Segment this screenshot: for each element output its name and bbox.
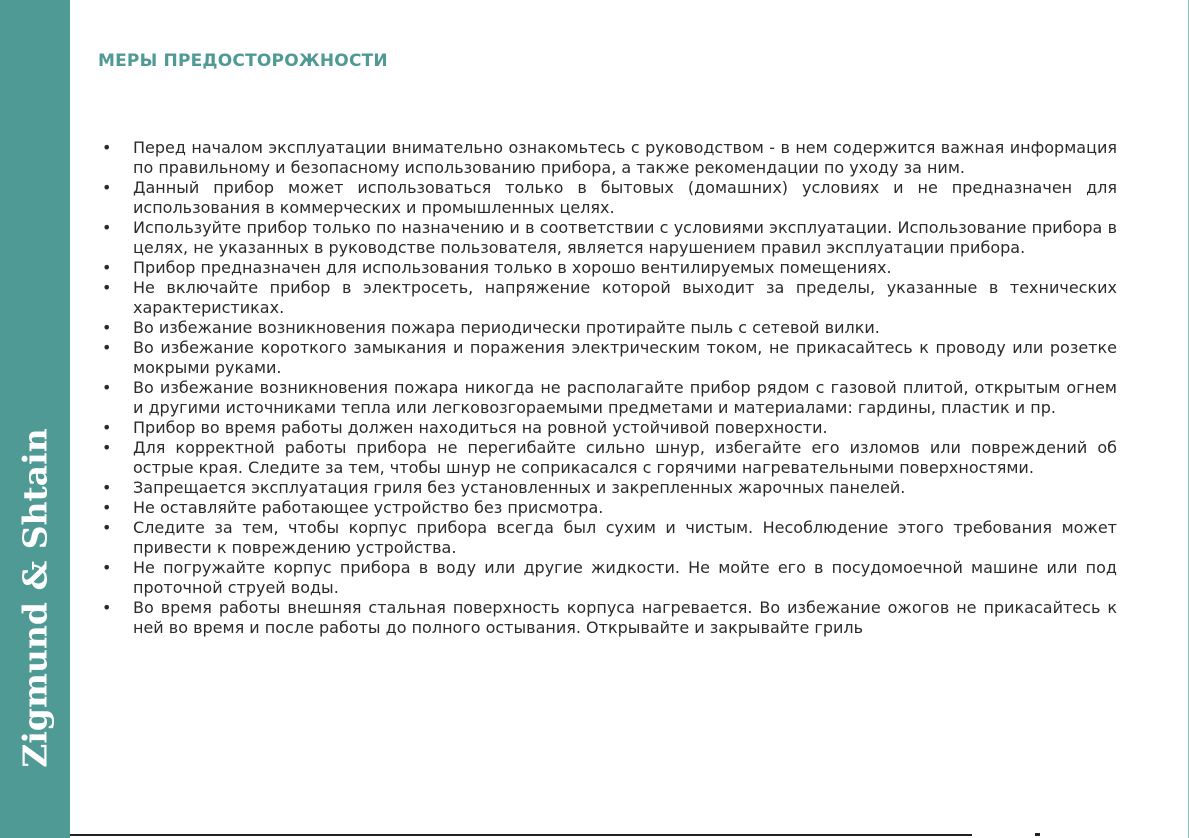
footer-mark — [1035, 833, 1040, 836]
list-item — [98, 498, 1117, 518]
list-item — [98, 598, 1117, 638]
list-item-text: Перед началом эксплуатации внимательно ознакомьтесь с руководством - в нем содержится важная информация по правильному и безопасному использованию прибора, а также рекомендации по уходу за ним. — [133, 138, 1117, 177]
list-item — [98, 138, 1117, 178]
list-item-text: Используйте прибор только по назначению и в соответствии с условиями эксплуатации. Использование прибора в целях, не указанных в руководстве пользователя, является нарушением правил эксплуатации прибора. — [133, 218, 1117, 257]
bullet-icon: • — [102, 378, 112, 397]
list-item-text: Не включайте прибор в электросеть, напряжение которой выходит за пределы, указанные в технических характеристиках. — [133, 278, 1117, 317]
list-item-text: Во время работы внешняя стальная поверхность корпуса нагревается. Во избежание ожогов не прикасайтесь к ней во время и после работы до полного остывания. Открывайте и закрывайте гриль — [133, 598, 1117, 637]
list-item — [98, 278, 1117, 318]
list-item-text: Прибор во время работы должен находиться на ровной устойчивой поверхности. — [133, 418, 828, 437]
bullet-icon: • — [102, 418, 112, 437]
bullet-icon: • — [102, 218, 112, 237]
bullet-icon: • — [102, 278, 112, 297]
footer-rule — [70, 834, 972, 836]
bullet-icon: • — [102, 558, 112, 577]
bullet-icon: • — [102, 178, 112, 197]
bullet-icon: • — [102, 478, 112, 497]
bullet-icon: • — [102, 598, 112, 617]
bullet-icon: • — [102, 518, 112, 537]
brand-sidebar — [0, 0, 70, 838]
bullet-icon: • — [102, 338, 112, 357]
list-item — [98, 518, 1117, 558]
brand-logo: Zigmund & Shtain — [15, 428, 55, 768]
precautions-list — [98, 138, 1117, 638]
bullet-icon: • — [102, 498, 112, 517]
list-item-text: Для корректной работы прибора не перегибайте сильно шнур, избегайте его изломов или повреждений об острые края. Следите за тем, чтобы шнур не соприкасался с горячими нагревательными поверхностями. — [133, 438, 1117, 477]
list-item — [98, 258, 1117, 278]
bullet-icon: • — [102, 318, 112, 337]
list-item-text: Во избежание короткого замыкания и поражения электрическим током, не прикасайтесь к проводу или розетке мокрыми руками. — [133, 338, 1117, 377]
list-item — [98, 218, 1117, 258]
bullet-icon: • — [102, 258, 112, 277]
list-item-text: Запрещается эксплуатация гриля без установленных и закрепленных жарочных панелей. — [133, 478, 906, 497]
bullet-icon: • — [102, 438, 112, 457]
list-item-text: Следите за тем, чтобы корпус прибора всегда был сухим и чистым. Несоблюдение этого требования может привести к повреждению устройства. — [133, 518, 1117, 557]
list-item-text: Не погружайте корпус прибора в воду или другие жидкости. Не мойте его в посудомоечной машине или под проточной струей воды. — [133, 558, 1117, 597]
list-item-text: Прибор предназначен для использования только в хорошо вентилируемых помещениях. — [133, 258, 892, 277]
list-item-text: Данный прибор может использоваться только в бытовых (домашних) условиях и не предназначен для использования в коммерческих и промышленных целях. — [133, 178, 1117, 217]
list-item — [98, 558, 1117, 598]
list-item — [98, 418, 1117, 438]
list-item-text: Не оставляйте работающее устройство без присмотра. — [133, 498, 604, 517]
list-item — [98, 338, 1117, 378]
list-item — [98, 178, 1117, 218]
bullet-icon: • — [102, 138, 112, 157]
list-item-text: Во избежание возникновения пожара никогда не располагайте прибор рядом с газовой плитой, открытым огнем и другими источниками тепла или легковозгораемыми предметами и материалами: гардины, пластик и пр. — [133, 378, 1117, 417]
list-item — [98, 438, 1117, 478]
list-item — [98, 378, 1117, 418]
page-title: МЕРЫ ПРЕДОСТОРОЖНОСТИ — [98, 51, 388, 71]
list-item-text: Во избежание возникновения пожара периодически протирайте пыль с сетевой вилки. — [133, 318, 880, 337]
list-item — [98, 478, 1117, 498]
list-item — [98, 318, 1117, 338]
